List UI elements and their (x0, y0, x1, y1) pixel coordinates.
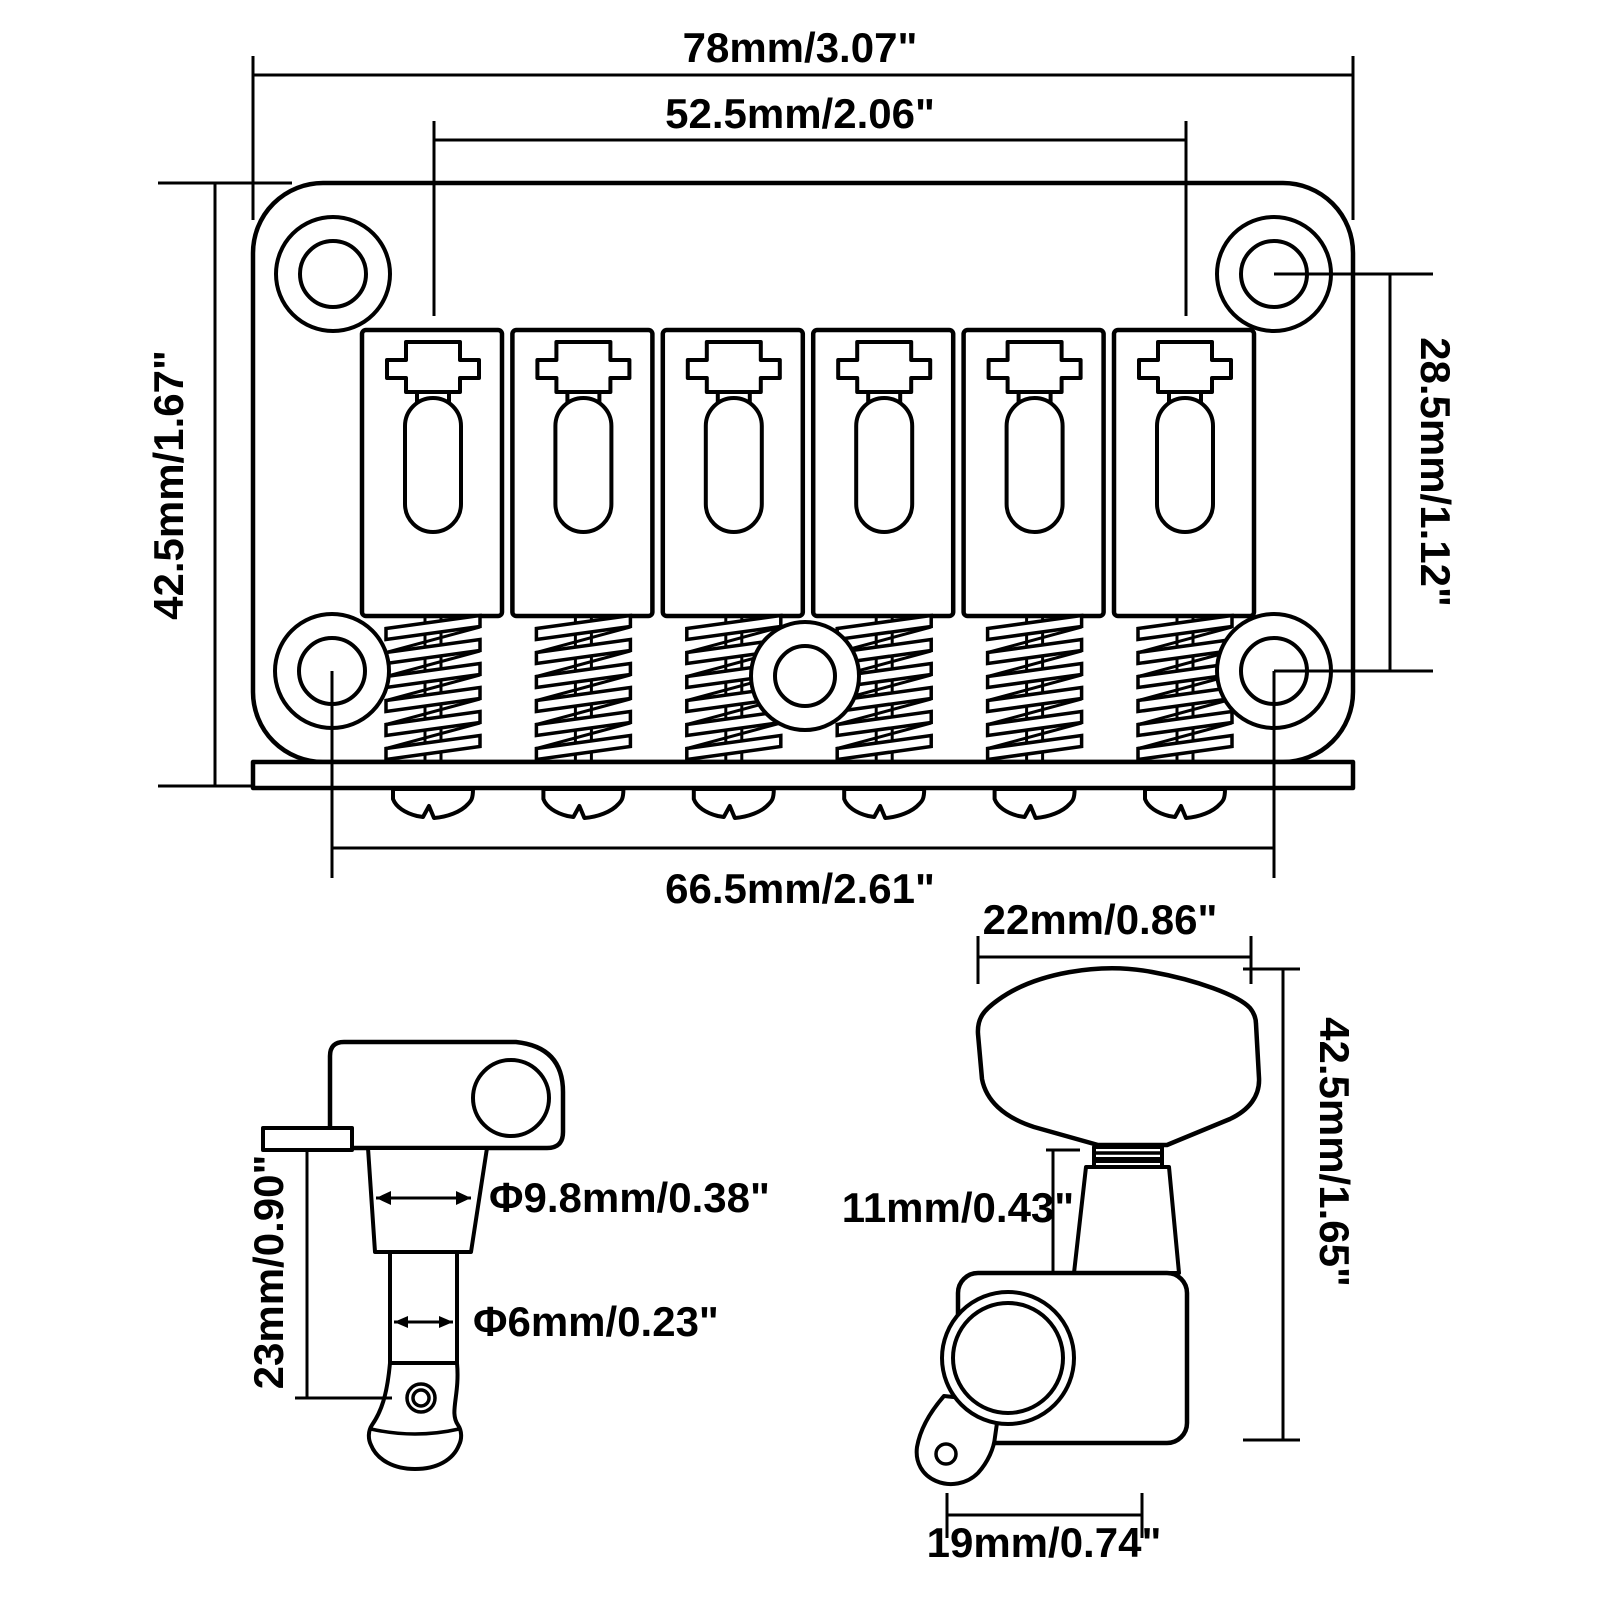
tuner-shaft-housing (1074, 1167, 1179, 1273)
tuner-gear-cover-outer (942, 1292, 1074, 1424)
label-plate-height: 42.5mm/1.67" (145, 350, 192, 620)
center-string-hole (751, 622, 859, 730)
tuner-button (978, 968, 1259, 1145)
label-hole-span-vertical: 28.5mm/1.12" (1412, 337, 1459, 607)
saddle-string-slot (1007, 398, 1063, 532)
bridge-base-lip (253, 762, 1353, 788)
tail-screw-head (393, 789, 473, 818)
tail-screw-head (995, 789, 1075, 818)
label-bushing-height: 11mm/0.43" (841, 1184, 1075, 1231)
label-hole-span-horizontal: 66.5mm/2.61" (665, 865, 935, 912)
tuner-post-tip (369, 1363, 461, 1469)
tail-screw-head (1145, 789, 1225, 818)
tail-screw-head (844, 789, 924, 818)
tuner-collar-band (1096, 1157, 1160, 1163)
label-total-width: 78mm/3.07" (682, 24, 918, 71)
label-shaft-diameter: Φ6mm/0.23" (473, 1298, 719, 1345)
tuner-mount-flange (263, 1128, 352, 1150)
label-post-length: 23mm/0.90" (245, 1154, 292, 1390)
mounting-hole-top-left (276, 217, 390, 331)
saddle-string-slot (856, 398, 912, 532)
tuner-string-post (390, 1252, 457, 1363)
saddle-string-slot (706, 398, 762, 532)
label-total-height: 42.5mm/1.65" (1311, 1017, 1358, 1287)
tuner-front-view (842, 896, 1358, 1566)
label-bushing-diameter: Φ9.8mm/0.38" (489, 1174, 770, 1221)
tail-screw-head (694, 789, 774, 818)
tuner-gear-hole (473, 1060, 549, 1136)
tuner-side-view (245, 1042, 770, 1469)
label-body-width: 19mm/0.74" (926, 1519, 1162, 1566)
label-button-width: 22mm/0.86" (982, 896, 1218, 943)
saddle-string-slot (1157, 398, 1213, 532)
saddle-string-slot (555, 398, 611, 532)
bridge-top-view (145, 24, 1459, 912)
label-saddle-spread: 52.5mm/2.06" (665, 90, 935, 137)
saddle-string-slot (405, 398, 461, 532)
tail-screw-head (543, 789, 623, 818)
